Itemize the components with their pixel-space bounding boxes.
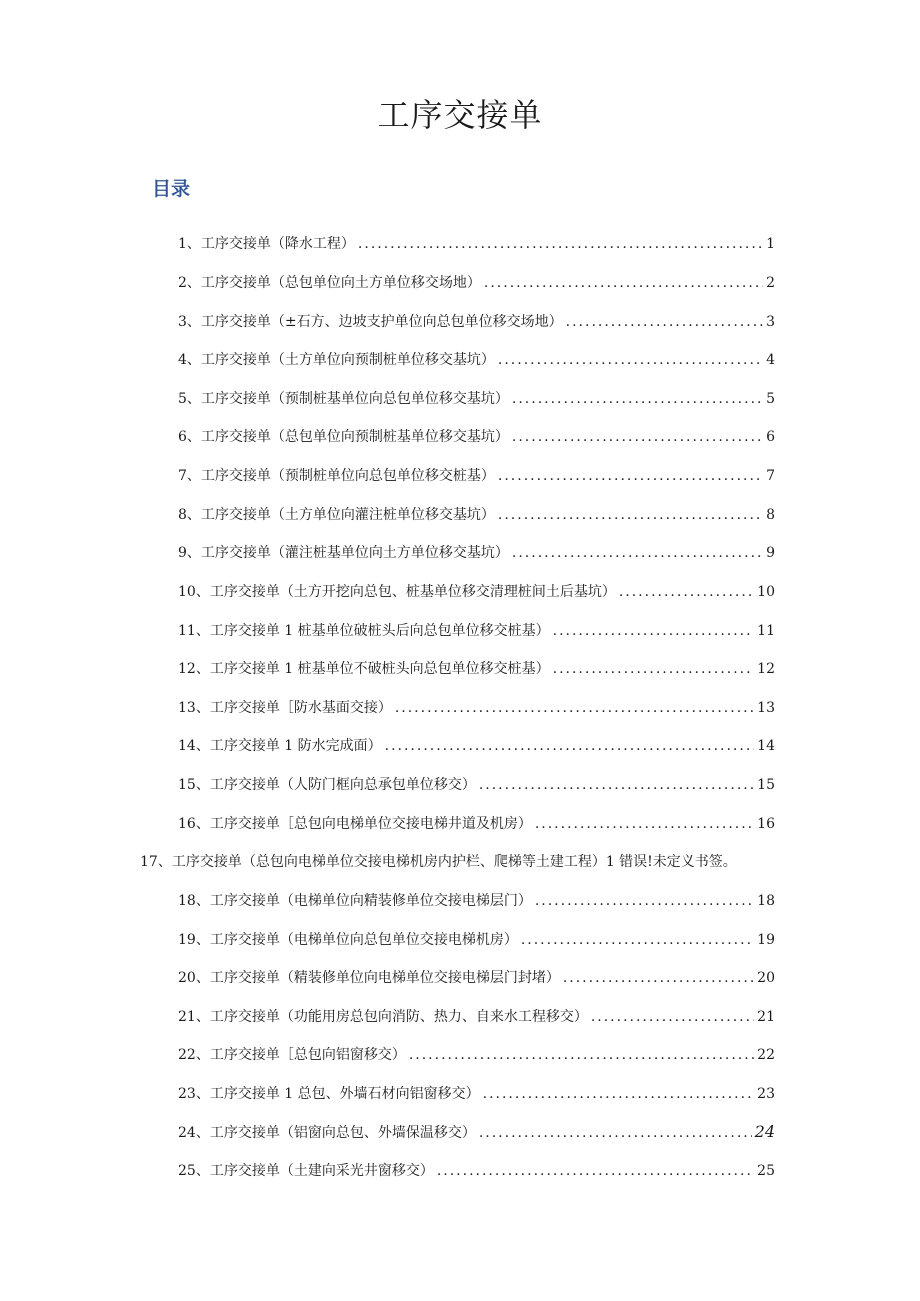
toc-entry-label: 9、工序交接单（灌注桩基单位向土方单位移交基坑） <box>178 545 509 561</box>
dot-leader <box>437 1163 754 1179</box>
dot-leader <box>512 391 763 407</box>
dot-leader <box>535 893 754 909</box>
toc-entry[interactable] <box>178 890 775 914</box>
toc-entry-label: 14、工序交接单 1 防水完成面） <box>178 738 382 754</box>
toc-page-number: 7 <box>766 468 775 484</box>
toc-entry[interactable] <box>178 967 775 991</box>
dot-leader <box>409 1047 754 1063</box>
dot-leader <box>553 661 755 677</box>
toc-page-number: 2 <box>766 275 775 291</box>
toc-entry-label: 24、工序交接单（铝窗向总包、外墙保温移交） <box>178 1125 476 1141</box>
dot-leader <box>483 1086 755 1102</box>
toc-entry[interactable] <box>178 1006 775 1030</box>
toc-entry[interactable] <box>178 813 775 837</box>
toc-page-number: 18 <box>757 893 775 909</box>
toc-page-number: 4 <box>766 352 775 368</box>
toc-page-number: 19 <box>757 932 775 948</box>
toc-entry[interactable] <box>178 697 775 721</box>
toc-entry-label: 12、工序交接单 1 桩基单位不破桩头向总包单位移交桩基） <box>178 661 550 677</box>
toc-entry[interactable] <box>178 504 775 528</box>
toc-entry-label: 10、工序交接单（土方开挖向总包、桩基单位移交清理桩间土后基坑） <box>178 584 616 600</box>
toc-page-number: 10 <box>757 584 775 600</box>
dot-leader <box>498 507 763 523</box>
toc-entry-label: 15、工序交接单（人防门框向总承包单位移交） <box>178 777 476 793</box>
toc-entry-label: 23、工序交接单 1 总包、外墙石材向铝窗移交） <box>178 1086 480 1102</box>
toc-page-number: 22 <box>757 1047 775 1063</box>
toc-entry[interactable] <box>178 311 775 335</box>
dot-leader <box>479 777 754 793</box>
toc-page-number: 16 <box>757 816 775 832</box>
toc-entry-label: 18、工序交接单（电梯单位向精装修单位交接电梯层门） <box>178 893 532 909</box>
toc-entry-label: 16、工序交接单［总包向电梯单位交接电梯井道及机房） <box>178 816 532 832</box>
dot-leader <box>484 275 763 291</box>
toc-entry[interactable] <box>178 349 775 373</box>
dot-leader <box>563 970 754 986</box>
toc-page-number: 13 <box>757 700 775 716</box>
dot-leader <box>498 352 763 368</box>
toc-entry[interactable] <box>178 426 775 450</box>
toc-page-number: 1 <box>766 236 775 252</box>
toc-entry-label: 5、工序交接单（预制桩基单位向总包单位移交基坑） <box>178 391 509 407</box>
toc-page-number: 23 <box>757 1086 775 1102</box>
toc-page-number: 8 <box>766 507 775 523</box>
toc-entry-label: 8、工序交接单（土方单位向灌注桩单位移交基坑） <box>178 507 495 523</box>
dot-leader <box>553 623 755 639</box>
toc-page-number: 5 <box>766 391 775 407</box>
dot-leader <box>498 468 763 484</box>
toc-page-number: 6 <box>766 429 775 445</box>
dot-leader <box>395 700 754 716</box>
toc-page-number: 14 <box>757 738 775 754</box>
toc-entry[interactable] <box>178 658 775 682</box>
toc-entry-label: 20、工序交接单（精装修单位向电梯单位交接电梯层门封堵） <box>178 970 560 986</box>
toc-entry[interactable] <box>178 620 775 644</box>
dot-leader <box>358 236 763 252</box>
toc-entry[interactable] <box>178 581 775 605</box>
dot-leader <box>521 932 754 948</box>
document-title: 工序交接单 <box>377 96 543 134</box>
toc-entry-label: 25、工序交接单（土建向采光井窗移交） <box>178 1163 434 1179</box>
toc-entry[interactable] <box>178 388 775 412</box>
toc-page-number: 25 <box>757 1163 775 1179</box>
toc-entry[interactable] <box>178 1083 775 1107</box>
toc-entry-label: 3、工序交接单（±石方、边坡支护单位向总包单位移交场地） <box>178 314 563 330</box>
toc-entry-label: 4、工序交接单（土方单位向预制桩单位移交基坑） <box>178 352 495 368</box>
toc-entry-label: 2、工序交接单（总包单位向土方单位移交场地） <box>178 275 481 291</box>
dot-leader <box>619 584 754 600</box>
toc-page-number: 9 <box>766 545 775 561</box>
toc-entry[interactable] <box>178 233 775 257</box>
dot-leader <box>535 816 754 832</box>
toc-page-number: 21 <box>757 1009 775 1025</box>
dot-leader <box>591 1009 754 1025</box>
toc-entry[interactable] <box>178 735 775 759</box>
toc-heading: 目录 <box>152 178 191 200</box>
dot-leader <box>479 1125 752 1141</box>
toc-entry-label: 19、工序交接单（电梯单位向总包单位交接电梯机房） <box>178 932 518 948</box>
dot-leader <box>512 429 763 445</box>
dot-leader <box>566 314 763 330</box>
toc-page-number: 11 <box>757 623 775 639</box>
toc-entry[interactable] <box>178 272 775 296</box>
toc-entry[interactable] <box>178 1122 775 1146</box>
toc-entry[interactable] <box>178 542 775 566</box>
toc-entry-error[interactable] <box>140 851 780 875</box>
toc-entry[interactable] <box>178 1160 775 1184</box>
toc-entry-label: 6、工序交接单（总包单位向预制桩基单位移交基坑） <box>178 429 509 445</box>
toc-entry-label: 21、工序交接单（功能用房总包向消防、热力、自来水工程移交） <box>178 1009 588 1025</box>
dot-leader <box>512 545 763 561</box>
toc-entry[interactable] <box>178 465 775 489</box>
toc-entry-label: 7、工序交接单（预制桩单位向总包单位移交桩基） <box>178 468 495 484</box>
toc-entry[interactable] <box>178 774 775 798</box>
toc-entry-label: 1、工序交接单（降水工程） <box>178 236 355 252</box>
dot-leader <box>385 738 755 754</box>
toc-page-number: 24 <box>754 1122 775 1141</box>
toc-page-number: 12 <box>757 661 775 677</box>
toc-entry-label: 22、工序交接单［总包向铝窗移交） <box>178 1047 406 1063</box>
toc-page-number: 3 <box>766 314 775 330</box>
toc-entry[interactable] <box>178 929 775 953</box>
toc-page-number: 20 <box>757 970 775 986</box>
toc-entry-label: 17、工序交接单（总包向电梯单位交接电梯机房内护栏、爬梯等土建工程）1 错误!未定义书签。 <box>140 854 737 870</box>
toc-entry-label: 11、工序交接单 1 桩基单位破桩头后向总包单位移交桩基） <box>178 623 550 639</box>
toc-entry[interactable] <box>178 1044 775 1068</box>
toc-page-number: 15 <box>757 777 775 793</box>
toc-entry-label: 13、工序交接单［防水基面交接） <box>178 700 392 716</box>
